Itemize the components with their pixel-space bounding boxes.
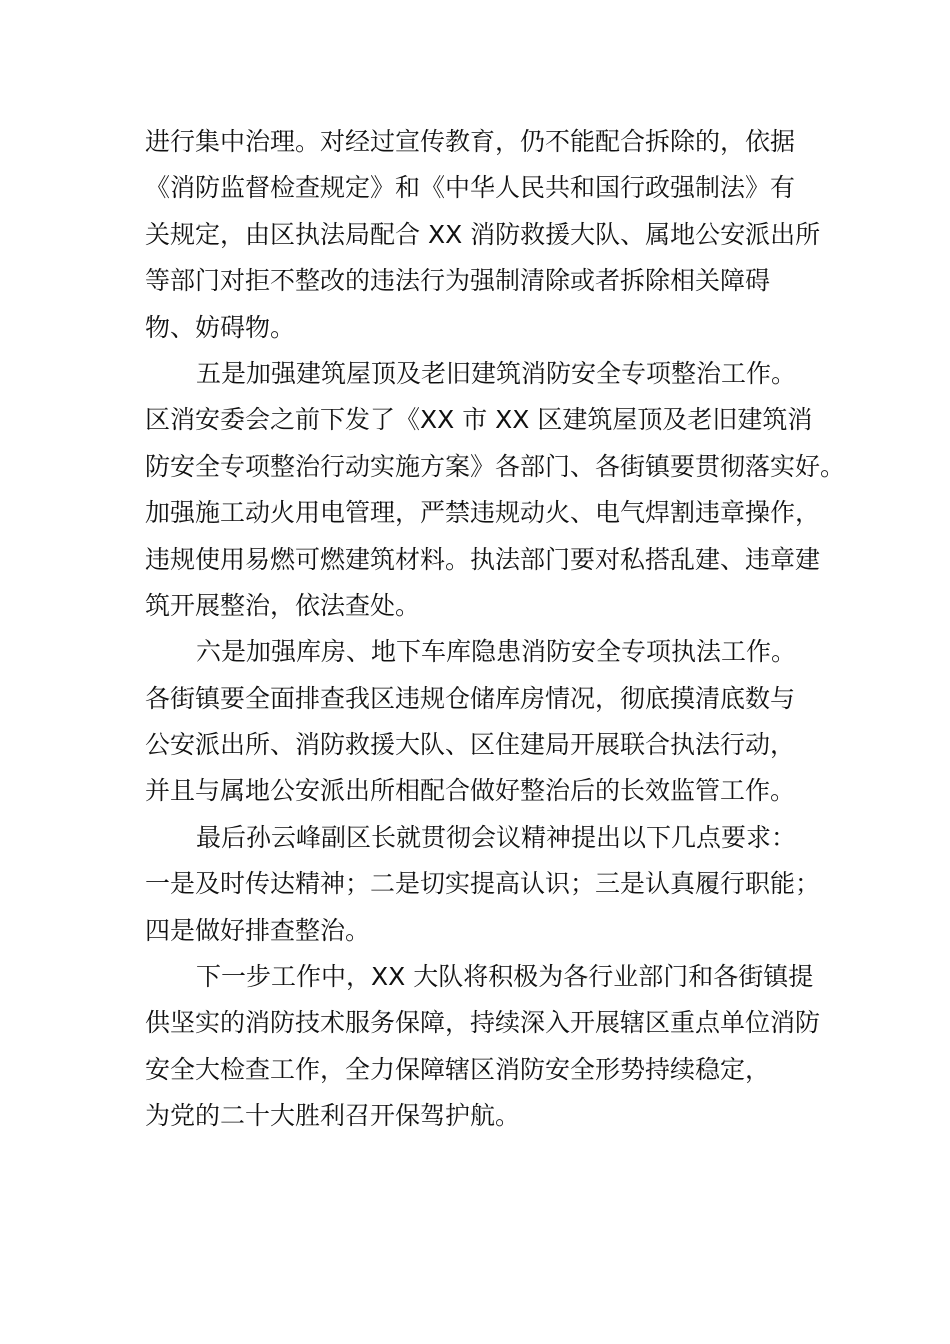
text-line: 各街镇要全面排查我区违规仓储库房情况，彻底摸清底数与 — [145, 683, 796, 713]
paragraph-2 — [145, 351, 846, 629]
text-line: 加强施工动火用电管理，严禁违规动火、电气焊割违章操作， — [145, 498, 821, 528]
document-page — [145, 119, 846, 1140]
text-line: 公安派出所、消防救援大队、区住建局开展联合执法行动， — [145, 730, 796, 760]
paragraph-4 — [145, 815, 821, 954]
paragraph-1 — [145, 119, 821, 351]
text-line: 防安全专项整治行动实施方案》各部门、各街镇要贯彻落实好。 — [145, 451, 846, 481]
text-line: 供坚实的消防技术服务保障，持续深入开展辖区重点单位消防 — [145, 1008, 821, 1038]
text-line: 为党的二十大胜利召开保驾护航。 — [145, 1101, 521, 1131]
text-line: 安全大检查工作，全力保障辖区消防安全形势持续稳定， — [145, 1054, 771, 1084]
text-line: 进行集中治理。对经过宣传教育，仍不能配合拆除的，依据 — [145, 127, 796, 156]
text-line: 五是加强建筑屋顶及老旧建筑消防安全专项整治工作。 — [196, 358, 797, 388]
text-line: 违规使用易燃可燃建筑材料。执法部门要对私搭乱建、违章建 — [145, 544, 821, 574]
text-line: 区消安委会之前下发了《XX 市 XX 区建筑屋顶及老旧建筑消 — [145, 405, 813, 435]
text-line: 等部门对拒不整改的违法行为强制清除或者拆除相关障碍 — [145, 266, 771, 296]
text-line: 《消防监督检查规定》和《中华人民共和国行政强制法》有 — [145, 173, 796, 203]
text-line: 下一步工作中，XX 大队将积极为各行业部门和各街镇提 — [196, 962, 814, 992]
paragraph-5 — [145, 954, 821, 1140]
text-line: 筑开展整治，依法查处。 — [145, 590, 421, 620]
text-line: 六是加强库房、地下车库隐患消防安全专项执法工作。 — [196, 637, 797, 667]
text-line: 一是及时传达精神；二是切实提高认识；三是认真履行职能； — [145, 869, 821, 899]
text-line: 并且与属地公安派出所相配合做好整治后的长效监管工作。 — [145, 776, 796, 806]
text-line: 四是做好排查整治。 — [145, 915, 371, 945]
text-line: 物、妨碍物。 — [145, 312, 296, 342]
text-line: 关规定，由区执法局配合 XX 消防救援大队、属地公安派出所 — [145, 219, 821, 249]
text-line: 最后孙云峰副区长就贯彻会议精神提出以下几点要求： — [196, 822, 797, 852]
paragraph-3 — [145, 629, 815, 815]
